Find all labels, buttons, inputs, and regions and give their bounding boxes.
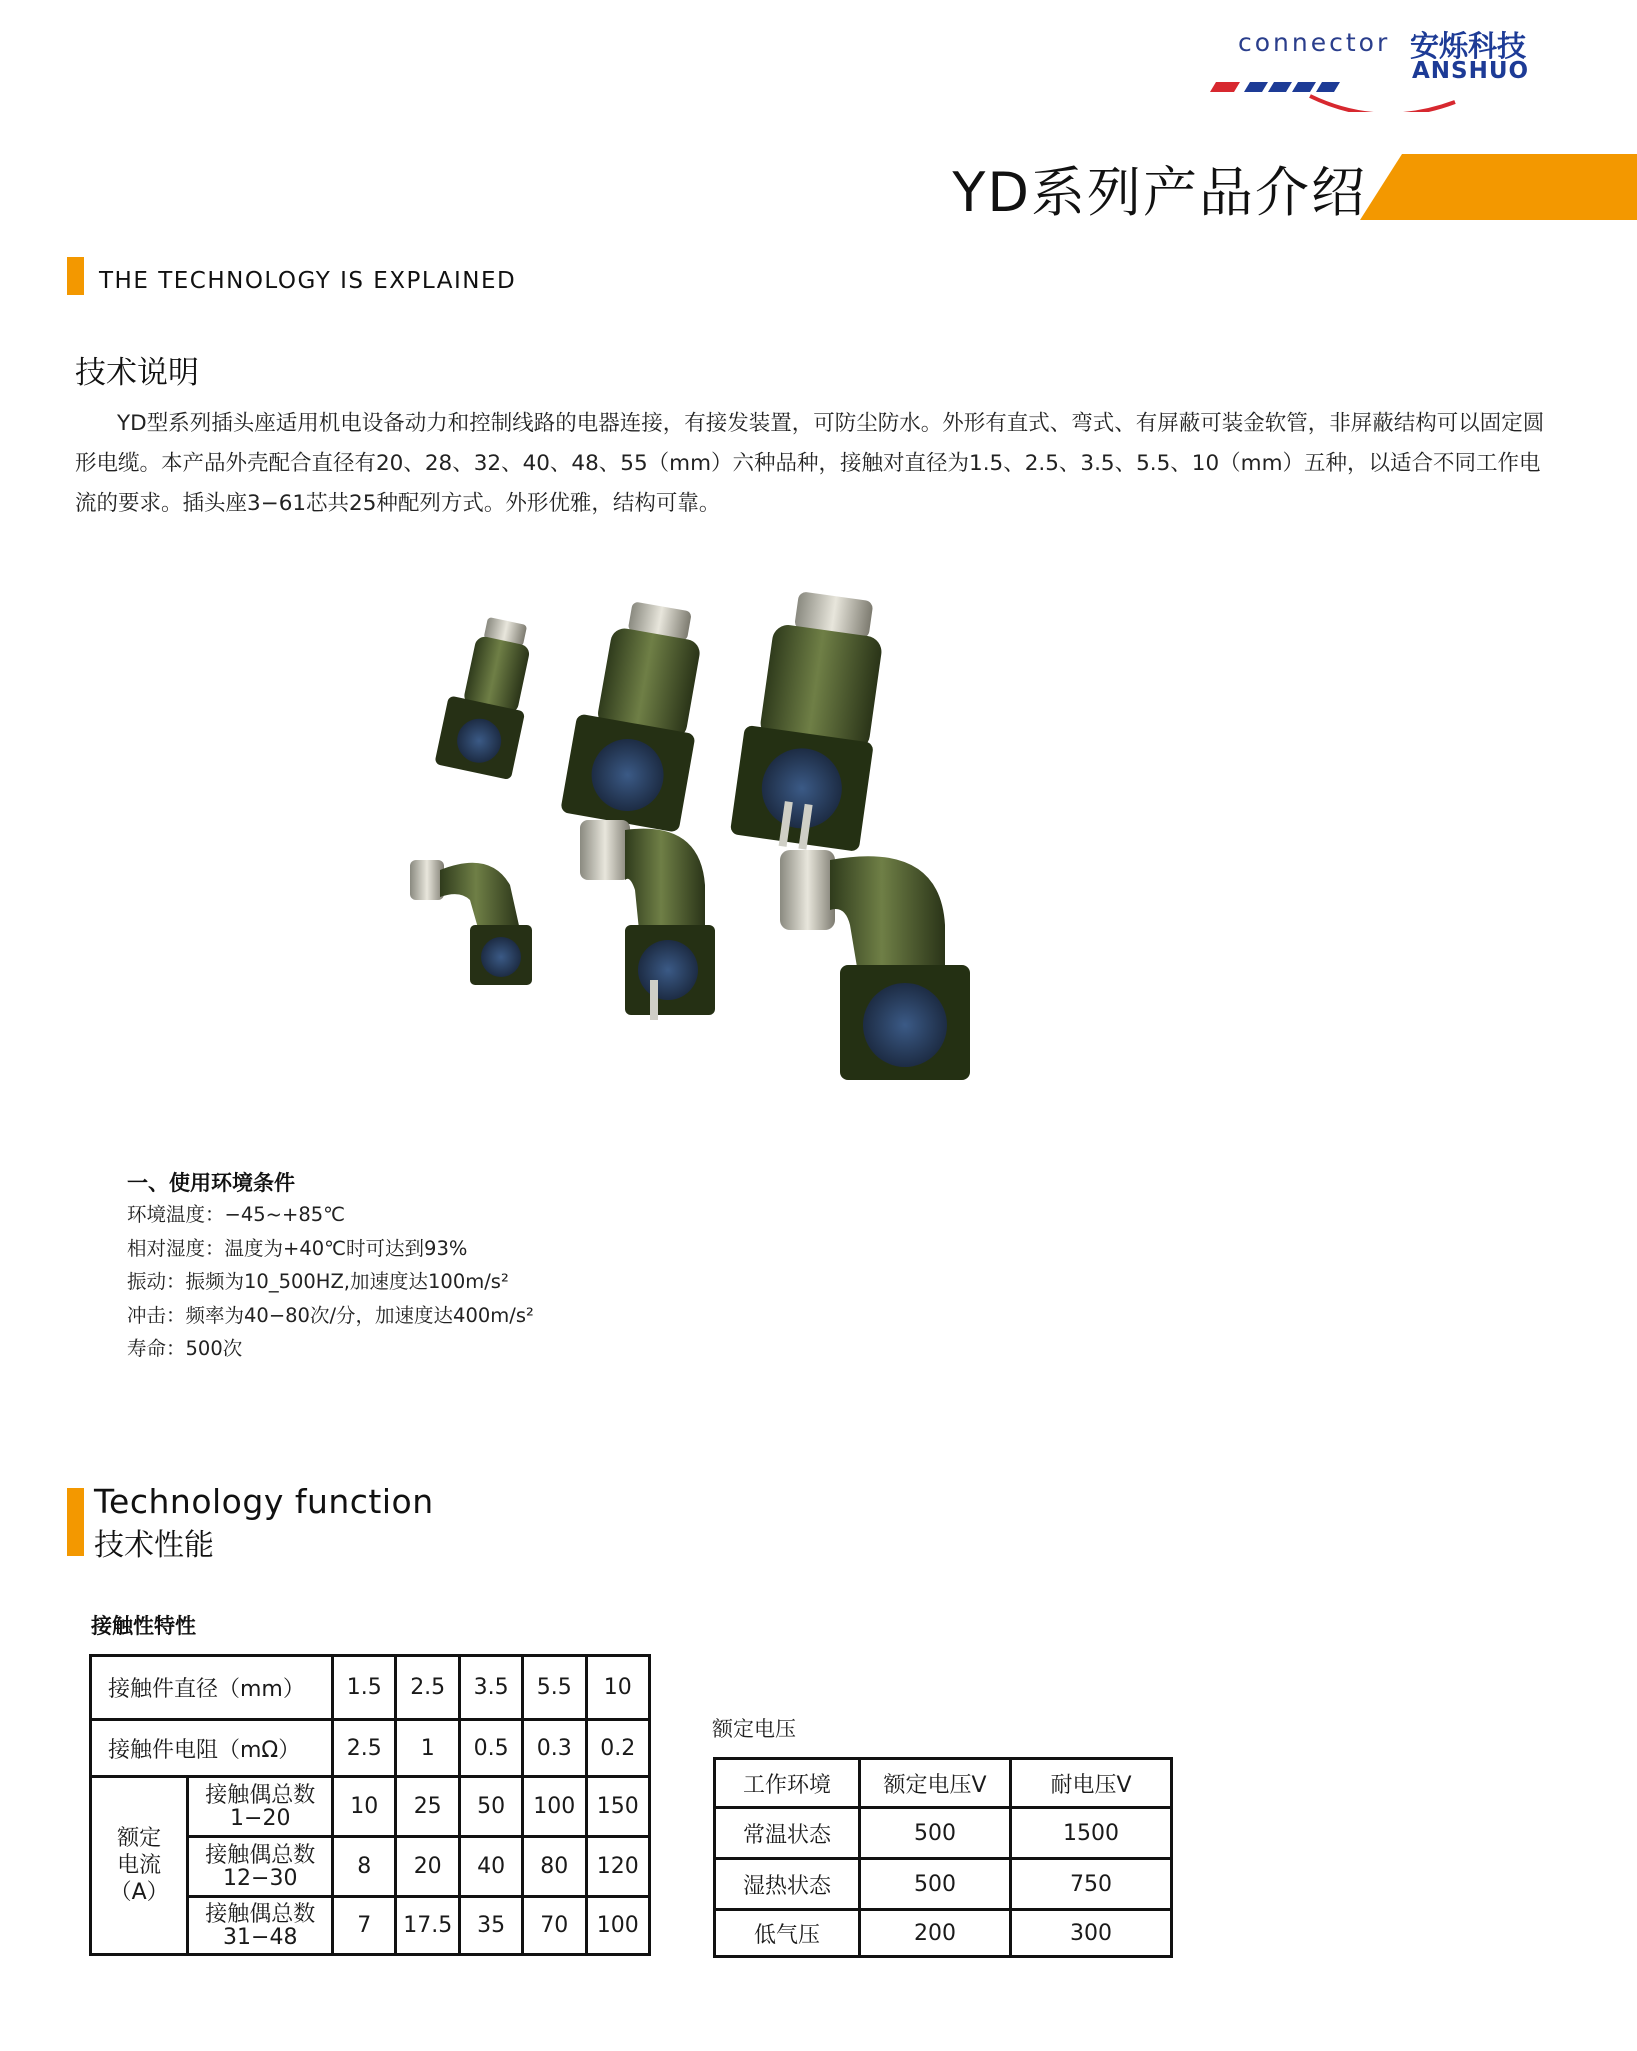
conditions-list [127,1198,534,1366]
table-row-label: 接触件直径（mm） [91,1656,333,1720]
table-cell: 3.5 [460,1656,523,1720]
rated-voltage-table [713,1757,1173,1958]
table-row [91,1656,650,1720]
table-cell: 17.5 [396,1897,460,1955]
table-header: 耐电压V [1011,1759,1172,1808]
table-cell: 150 [586,1777,649,1837]
table-cell: 1 [396,1720,460,1777]
table-cell: 0.3 [523,1720,586,1777]
contact-table-title: 接触性特性 [91,1614,196,1638]
section-heading: 技术说明 [75,355,199,391]
table-cell: 100 [523,1777,586,1837]
table-row [715,1859,1172,1910]
table-cell: 1500 [1011,1808,1172,1859]
logo-swoosh-icon [1210,52,1470,112]
table-cell: 8 [333,1837,396,1897]
row-label-line: 接触偶总数 [205,1782,316,1808]
logo-word: connector [1238,28,1391,57]
table-cell: 35 [460,1897,523,1955]
condition-item: 冲击：频率为40−80次/分，加速度达400m/s² [127,1303,534,1327]
table-cell: 2.5 [333,1720,396,1777]
section-marker [67,1488,84,1556]
table-cell: 750 [1011,1859,1172,1910]
table-cell: 7 [333,1897,396,1955]
table-cell: 80 [523,1837,586,1897]
row-label-line: 接触偶总数 [205,1842,316,1868]
contact-characteristics-table [89,1654,651,1956]
table-cell: 70 [523,1897,586,1955]
brand-logo [1210,22,1540,112]
table-header-row [715,1759,1172,1808]
product-photo [400,585,1160,1145]
table-cell: 0.5 [460,1720,523,1777]
section-heading-cn: 技术性能 [94,1528,214,1563]
condition-item: 相对湿度：温度为+40℃时可达到93% [127,1236,468,1260]
table-cell: 10 [586,1656,649,1720]
intro-text: YD型系列插头座适用机电设备动力和控制线路的电器连接，有接发装置，可防尘防水。外形有直式、弯式、有屏蔽可装金软管，非屏蔽结构可以固定圆形电缆。本产品外壳配合直径有20、28、32、40、48、55（mm）六种品种，接触对直径为1.5、2.5、3.5、5.5、10（mm）五种，以适合不同工作电流的要求。插头座3−61芯共25种配列方式。外形优雅，结构可靠。 [75,411,1545,516]
table-cell: 0.2 [586,1720,649,1777]
row-label-line: 接触偶总数 [205,1901,316,1927]
conditions-title: 一、使用环境条件 [127,1171,295,1195]
current-label-line: 电流 [117,1853,162,1878]
connector-angled-small [410,860,532,985]
table-cell: 300 [1011,1910,1172,1957]
condition-item: 环境温度：−45~+85℃ [127,1203,346,1226]
table-header: 工作环境 [715,1759,860,1808]
table-cell: 50 [460,1777,523,1837]
connector-straight-small [434,612,543,780]
row-label-line: 31−48 [223,1924,298,1950]
table-row [91,1777,650,1837]
table-cell: 500 [860,1859,1011,1910]
title-accent-bar [1360,154,1637,220]
table-row [715,1910,1172,1957]
logo-en: ANSHUO [1412,58,1530,84]
table-cell: 20 [396,1837,460,1897]
intro-paragraph [75,404,1545,524]
table-cell: 100 [586,1897,649,1955]
condition-item: 振动：振频为10_500HZ,加速度达100m/s² [127,1270,509,1293]
table-row-label [188,1897,333,1955]
connector-angled-medium [580,820,715,1020]
table-row [91,1720,650,1777]
current-label-line: 额定 [117,1826,162,1851]
table-cell: 2.5 [396,1656,460,1720]
row-label-line: 12−30 [223,1865,298,1891]
table-cell: 25 [396,1777,460,1837]
table-cell: 40 [460,1837,523,1897]
table-row-label [188,1777,333,1837]
table-row-label: 接触件电阻（mΩ） [91,1720,333,1777]
table-cell: 500 [860,1808,1011,1859]
table-header: 额定电压V [860,1759,1011,1808]
table-cell: 常温状态 [715,1808,860,1859]
logo-cn: 安烁科技 [1410,29,1527,63]
section-heading-en: Technology function [94,1482,434,1521]
table-cell: 1.5 [333,1656,396,1720]
section-label: THE TECHNOLOGY IS EXPLAINED [99,268,517,294]
voltage-table-title: 额定电压 [712,1717,796,1741]
section-marker [67,257,84,295]
connector-angled-large [780,850,970,1080]
page-title: YD系列产品介绍 [952,161,1367,224]
table-row [715,1808,1172,1859]
connector-straight-large [729,586,893,857]
current-label-line: （A） [109,1880,169,1905]
table-cell: 湿热状态 [715,1859,860,1910]
row-label-line: 1−20 [230,1805,291,1831]
table-cell: 120 [586,1837,649,1897]
table-cell: 200 [860,1910,1011,1957]
condition-item: 寿命：500次 [127,1337,243,1360]
current-label [91,1777,188,1955]
table-row-label [188,1837,333,1897]
table-cell: 10 [333,1777,396,1837]
table-cell: 5.5 [523,1656,586,1720]
table-cell: 低气压 [715,1910,860,1957]
connector-straight-medium [560,595,716,832]
